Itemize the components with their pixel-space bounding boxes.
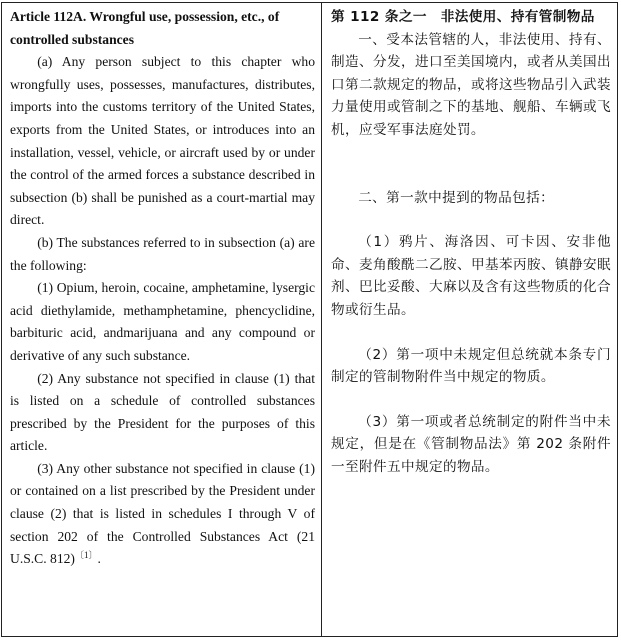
english-clause-3	[10, 458, 315, 571]
chinese-paragraph-1: 一、受本法管辖的人，非法使用、持有、制造、分发，进口至美国境内，或者从美国出口第二款规定的物品，或将这些物品引入武装力量使用或管制之下的基地、舰船、车辆或飞机，应受军事法庭处罚。	[331, 31, 611, 138]
footnote-reference: 〔1〕	[74, 550, 98, 561]
english-clause-3-period: .	[97, 551, 101, 567]
english-title: Article 112A. Wrongful use, possession, etc., of controlled substances	[10, 9, 280, 47]
english-clause-2: (2) Any substance not specified in clause (1) that is listed on a schedule of controlled substances prescribed by the President for the purposes of this article.	[10, 370, 315, 454]
chinese-paragraph-2: 二、第一款中提到的物品包括：	[358, 189, 555, 206]
english-subsection-a: (a) Any person subject to this chapter who wrongfully uses, possesses, manufactures, distributes, imports into the customs territory of the United States, exports from the United States, or introduces into an installation, vessel, vehicle, or aircraft used by or under the control of the armed forces a substance described in subsection (b) shall be punished as a court-martial may direct.	[10, 54, 315, 228]
english-subsection-b: (b) The substances referred to in subsection (a) are the following:	[10, 234, 315, 273]
english-column	[10, 6, 315, 571]
chinese-column	[331, 6, 611, 479]
chinese-title: 第 112 条之一 非法使用、持有管制物品	[331, 9, 595, 25]
chinese-item-3: （3）第一项或者总统制定的附件当中未规定，但是在《管制物品法》第 202 条附件一至附件五中规定的物品。	[331, 413, 611, 475]
column-divider	[321, 2, 322, 637]
english-clause-3-text: (3) Any other substance not specified in clause (1) or contained on a list prescribed by the President under clause (2) that is listed in schedules I through V of section 202 of the Controlled Substances Act (21 U.S.C. 812)	[10, 460, 315, 567]
chinese-item-1: （1）鸦片、海洛因、可卡因、安非他命、麦角酸酰二乙胺、甲基苯丙胺、镇静安眠剂、巴比妥酸、大麻以及含有这些物质的化合物或衍生品。	[331, 234, 611, 318]
chinese-item-2: （2）第一项中未规定但总统就本条专门制定的管制物附件当中规定的物质。	[331, 346, 611, 386]
english-clause-1: (1) Opium, heroin, cocaine, amphetamine, lysergic acid diethylamide, methamphetamine, phencyclidine, barbituric acid, andmarijuana and any compound or derivative of any such substance.	[10, 280, 315, 363]
